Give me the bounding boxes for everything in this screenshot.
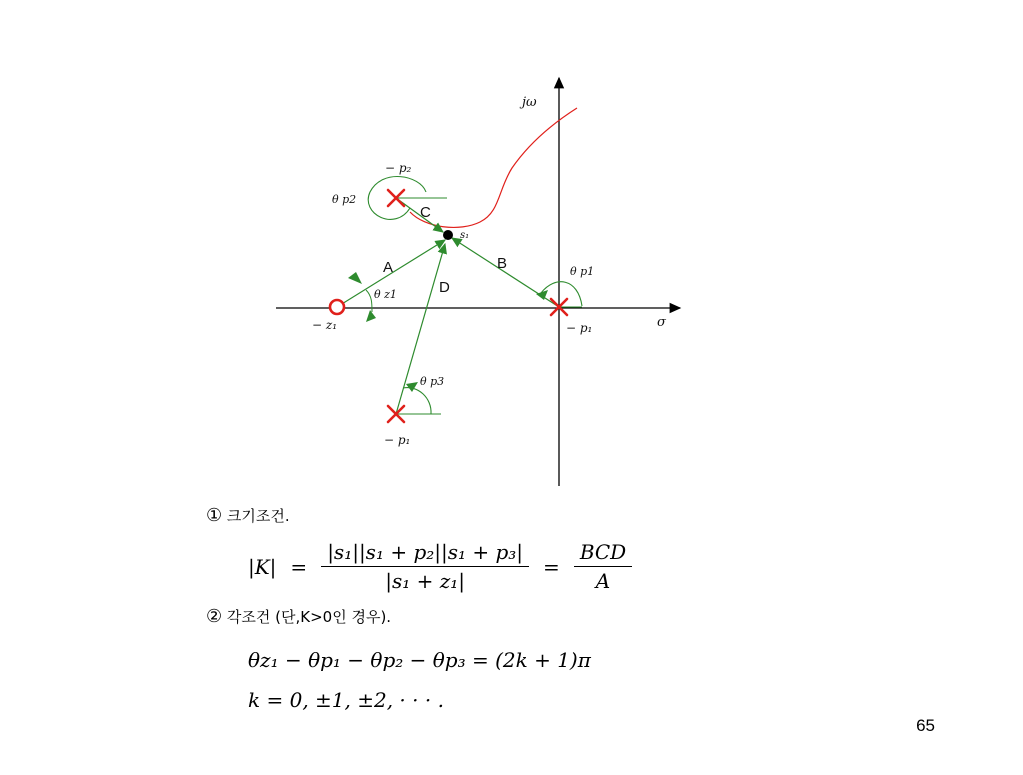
formula-fraction-main bbox=[321, 540, 529, 593]
formula-eq-2: = bbox=[543, 554, 560, 579]
vector-label-d: D bbox=[439, 279, 450, 296]
vector-label-b: B bbox=[497, 255, 508, 272]
angle-condition-title: 각조건 (단,K>0인 경우). bbox=[226, 608, 392, 626]
marker-circled-one: ① bbox=[206, 505, 223, 526]
formula-fraction-rhs bbox=[574, 540, 632, 593]
formula-numerator: |s₁||s₁ + p₂||s₁ + p₃| bbox=[321, 540, 529, 567]
arc-arrow-z1b bbox=[366, 310, 376, 322]
angle-label-z1: θ z1 bbox=[374, 288, 397, 301]
test-point-s1 bbox=[443, 230, 453, 240]
label-z1: − z₁ bbox=[312, 318, 338, 332]
formula-lhs: |K| bbox=[248, 554, 277, 579]
root-locus-curve bbox=[410, 108, 577, 227]
vector-label-a: A bbox=[383, 259, 394, 276]
zero-z1-marker bbox=[330, 300, 344, 314]
formula-denominator: |s₁ + z₁| bbox=[385, 569, 466, 593]
angle-formula-line2: k = 0, ±1, ±2, · · · . bbox=[248, 688, 444, 712]
angle-arc-p3 bbox=[403, 388, 431, 414]
formula-rhs-denominator: A bbox=[595, 569, 611, 593]
magnitude-formula bbox=[248, 540, 632, 593]
angle-condition-heading bbox=[206, 606, 391, 627]
magnitude-condition-heading bbox=[206, 505, 290, 526]
imag-axis-label: jω bbox=[522, 95, 537, 110]
angle-label-p3: θ p3 bbox=[420, 375, 445, 388]
vector-d bbox=[396, 244, 445, 414]
angle-label-p2: θ p2 bbox=[332, 193, 357, 206]
angle-label-p1: θ p1 bbox=[570, 265, 595, 278]
real-axis-label: σ bbox=[657, 315, 666, 330]
label-p3: − p₁ bbox=[384, 433, 411, 447]
label-p2: − p₂ bbox=[385, 161, 412, 175]
magnitude-condition-title: 크기조건. bbox=[226, 507, 290, 525]
formula-rhs-numerator: BCD bbox=[574, 540, 632, 567]
formula-eq-1: = bbox=[290, 554, 308, 579]
angle-arc-p1 bbox=[541, 282, 582, 306]
page-number: 65 bbox=[916, 716, 935, 735]
marker-circled-two: ② bbox=[206, 606, 223, 627]
label-p1: − p₁ bbox=[566, 321, 593, 335]
label-s1: s₁ bbox=[460, 230, 470, 241]
angle-arc-z1 bbox=[366, 290, 372, 312]
arc-arrow-z1 bbox=[348, 272, 362, 284]
vector-label-c: C bbox=[420, 204, 431, 221]
angle-formula-line1: θz₁ − θp₁ − θp₂ − θp₃ = (2k + 1)π bbox=[248, 648, 591, 672]
